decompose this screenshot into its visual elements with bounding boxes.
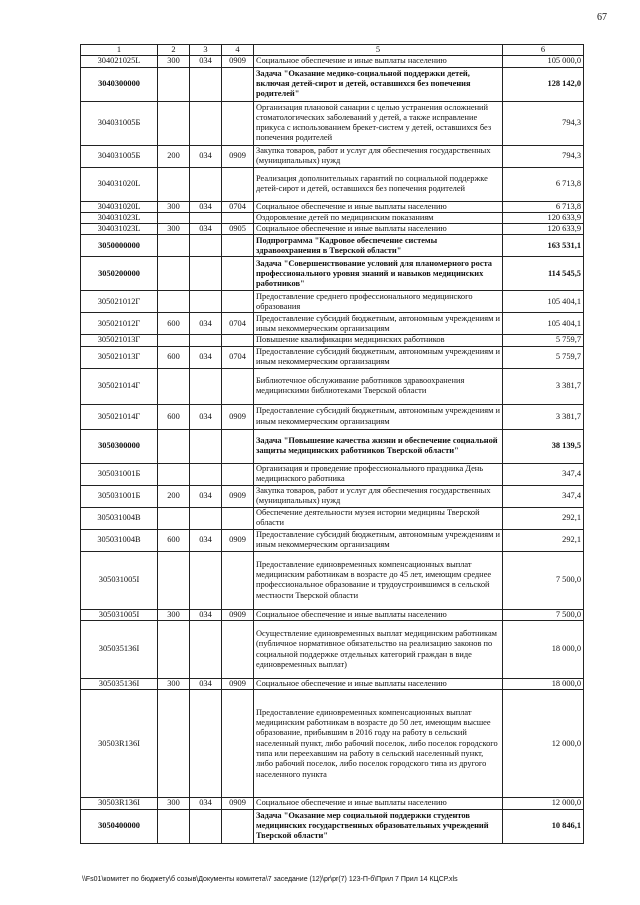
col4-cell bbox=[222, 809, 254, 843]
table-row bbox=[81, 346, 584, 368]
code-cell: 305021013Г bbox=[81, 335, 158, 346]
description-cell: Предоставление субсидий бюджетным, автономным учреждениям и иным некоммерческим организациям bbox=[254, 404, 503, 429]
description-cell: Закупка товаров, работ и услуг для обеспечения государственных (муниципальных) нужд bbox=[254, 145, 503, 167]
amount-cell: 347,4 bbox=[503, 463, 584, 485]
col4-cell bbox=[222, 463, 254, 485]
col2-cell: 600 bbox=[158, 346, 190, 368]
col2-cell: 300 bbox=[158, 224, 190, 235]
description-cell: Обеспечение деятельности музея истории медицины Тверской области bbox=[254, 507, 503, 529]
header-col-2: 2 bbox=[158, 45, 190, 56]
table-body bbox=[81, 56, 584, 843]
col4-cell: 0909 bbox=[222, 679, 254, 690]
col4-cell: 0909 bbox=[222, 529, 254, 551]
code-cell: 305031004В bbox=[81, 507, 158, 529]
description-cell: Повышение квалификации медицинских работников bbox=[254, 335, 503, 346]
col2-cell: 300 bbox=[158, 56, 190, 67]
col3-cell bbox=[190, 335, 222, 346]
amount-cell: 3 381,7 bbox=[503, 368, 584, 404]
description-cell: Подпрограмма "Кадровое обеспечение системы здравоохранения в Тверской области" bbox=[254, 235, 503, 257]
table-row bbox=[81, 224, 584, 235]
amount-cell: 105 404,1 bbox=[503, 313, 584, 335]
col2-cell bbox=[158, 101, 190, 145]
col3-cell bbox=[190, 507, 222, 529]
code-cell: 305035136I bbox=[81, 621, 158, 679]
amount-cell: 163 531,1 bbox=[503, 235, 584, 257]
col4-cell bbox=[222, 257, 254, 291]
col4-cell bbox=[222, 551, 254, 609]
col4-cell bbox=[222, 67, 254, 101]
col4-cell: 0909 bbox=[222, 798, 254, 809]
code-cell: 304031020L bbox=[81, 167, 158, 201]
description-cell: Социальное обеспечение и иные выплаты населению bbox=[254, 224, 503, 235]
code-cell: 305031001Б bbox=[81, 463, 158, 485]
amount-cell: 128 142,0 bbox=[503, 67, 584, 101]
col4-cell bbox=[222, 621, 254, 679]
code-cell: 305021014Г bbox=[81, 404, 158, 429]
code-cell: 304031005Б bbox=[81, 101, 158, 145]
col3-cell bbox=[190, 101, 222, 145]
amount-cell: 120 633,9 bbox=[503, 224, 584, 235]
col4-cell: 0704 bbox=[222, 201, 254, 212]
code-cell: 305031005I bbox=[81, 551, 158, 609]
code-cell: 304031020L bbox=[81, 201, 158, 212]
amount-cell: 10 846,1 bbox=[503, 809, 584, 843]
amount-cell: 6 713,8 bbox=[503, 167, 584, 201]
code-cell: 305021012Г bbox=[81, 313, 158, 335]
code-cell: 304031023L bbox=[81, 224, 158, 235]
col2-cell bbox=[158, 690, 190, 798]
col2-cell: 600 bbox=[158, 529, 190, 551]
col3-cell: 034 bbox=[190, 145, 222, 167]
col2-cell bbox=[158, 291, 190, 313]
amount-cell: 6 713,8 bbox=[503, 201, 584, 212]
code-cell: 304031005Б bbox=[81, 145, 158, 167]
table-row bbox=[81, 690, 584, 798]
col3-cell: 034 bbox=[190, 224, 222, 235]
amount-cell: 105 000,0 bbox=[503, 56, 584, 67]
col4-cell bbox=[222, 335, 254, 346]
amount-cell: 120 633,9 bbox=[503, 212, 584, 223]
code-cell: 305035136I bbox=[81, 679, 158, 690]
col4-cell: 0909 bbox=[222, 404, 254, 429]
code-cell: 305031001Б bbox=[81, 485, 158, 507]
table-row bbox=[81, 463, 584, 485]
description-cell: Оздоровление детей по медицинским показаниям bbox=[254, 212, 503, 223]
table-row bbox=[81, 167, 584, 201]
description-cell: Предоставление единовременных компенсационных выплат медицинским работникам в возрасте до 45 лет, имеющим среднее профессиональное образование и трудоустроившимся в сельской местности Тверской области bbox=[254, 551, 503, 609]
table-header-row bbox=[81, 45, 584, 56]
col2-cell bbox=[158, 368, 190, 404]
amount-cell: 794,3 bbox=[503, 145, 584, 167]
table-row bbox=[81, 404, 584, 429]
table-row bbox=[81, 335, 584, 346]
col2-cell: 300 bbox=[158, 201, 190, 212]
amount-cell: 18 000,0 bbox=[503, 621, 584, 679]
col2-cell bbox=[158, 257, 190, 291]
amount-cell: 114 545,5 bbox=[503, 257, 584, 291]
table-row bbox=[81, 101, 584, 145]
amount-cell: 7 500,0 bbox=[503, 609, 584, 620]
budget-table-wrapper bbox=[80, 44, 583, 844]
col2-cell bbox=[158, 551, 190, 609]
col2-cell bbox=[158, 167, 190, 201]
table-row bbox=[81, 798, 584, 809]
description-cell: Социальное обеспечение и иные выплаты населению bbox=[254, 609, 503, 620]
col2-cell: 200 bbox=[158, 145, 190, 167]
col2-cell: 300 bbox=[158, 679, 190, 690]
col4-cell bbox=[222, 212, 254, 223]
col2-cell bbox=[158, 507, 190, 529]
description-cell: Организация и проведение профессионального праздника День медицинского работника bbox=[254, 463, 503, 485]
table-row bbox=[81, 56, 584, 67]
description-cell: Социальное обеспечение и иные выплаты населению bbox=[254, 201, 503, 212]
col2-cell: 600 bbox=[158, 313, 190, 335]
col3-cell: 034 bbox=[190, 609, 222, 620]
col2-cell bbox=[158, 212, 190, 223]
col3-cell bbox=[190, 257, 222, 291]
table-row bbox=[81, 145, 584, 167]
col4-cell bbox=[222, 235, 254, 257]
col3-cell bbox=[190, 167, 222, 201]
code-cell: 30503R136I bbox=[81, 690, 158, 798]
table-row bbox=[81, 529, 584, 551]
col3-cell bbox=[190, 809, 222, 843]
col4-cell: 0909 bbox=[222, 485, 254, 507]
description-cell: Социальное обеспечение и иные выплаты населению bbox=[254, 56, 503, 67]
col3-cell: 034 bbox=[190, 679, 222, 690]
col4-cell bbox=[222, 291, 254, 313]
table-row bbox=[81, 257, 584, 291]
col3-cell bbox=[190, 235, 222, 257]
amount-cell: 347,4 bbox=[503, 485, 584, 507]
col3-cell: 034 bbox=[190, 529, 222, 551]
col3-cell bbox=[190, 690, 222, 798]
col2-cell bbox=[158, 463, 190, 485]
col2-cell: 600 bbox=[158, 404, 190, 429]
amount-cell: 12 000,0 bbox=[503, 798, 584, 809]
description-cell: Организация плановой санации с целью устранения осложнений стоматологических заболеваний у детей, а также исправление прикуса с использованием брекет-систем у детей, оставшихся без попечения родителей bbox=[254, 101, 503, 145]
col4-cell: 0909 bbox=[222, 56, 254, 67]
description-cell: Социальное обеспечение и иные выплаты населению bbox=[254, 679, 503, 690]
table-row bbox=[81, 212, 584, 223]
description-cell: Предоставление среднего профессионального медицинского образования bbox=[254, 291, 503, 313]
col2-cell bbox=[158, 621, 190, 679]
table-row bbox=[81, 809, 584, 843]
col4-cell bbox=[222, 167, 254, 201]
code-cell: 3050200000 bbox=[81, 257, 158, 291]
col4-cell bbox=[222, 368, 254, 404]
amount-cell: 105 404,1 bbox=[503, 291, 584, 313]
header-col-4: 4 bbox=[222, 45, 254, 56]
description-cell: Задача "Оказание мер социальной поддержки студентов медицинских государственных образовательных учреждений Тверской области" bbox=[254, 809, 503, 843]
header-col-3: 3 bbox=[190, 45, 222, 56]
col2-cell bbox=[158, 429, 190, 463]
table-row bbox=[81, 235, 584, 257]
table-row bbox=[81, 429, 584, 463]
amount-cell: 18 000,0 bbox=[503, 679, 584, 690]
description-cell: Закупка товаров, работ и услуг для обеспечения государственных (муниципальных) нужд bbox=[254, 485, 503, 507]
col3-cell bbox=[190, 429, 222, 463]
col3-cell bbox=[190, 212, 222, 223]
col4-cell bbox=[222, 101, 254, 145]
col2-cell bbox=[158, 335, 190, 346]
col3-cell: 034 bbox=[190, 404, 222, 429]
code-cell: 305021013Г bbox=[81, 346, 158, 368]
col2-cell: 300 bbox=[158, 609, 190, 620]
col4-cell: 0704 bbox=[222, 346, 254, 368]
col4-cell: 0704 bbox=[222, 313, 254, 335]
description-cell: Задача "Оказание медико-социальной поддержки детей, включая детей-сирот и детей, оставшихся без попечения родителей" bbox=[254, 67, 503, 101]
table-row bbox=[81, 679, 584, 690]
col3-cell: 034 bbox=[190, 56, 222, 67]
col3-cell: 034 bbox=[190, 798, 222, 809]
page-number: 67 bbox=[597, 12, 607, 23]
description-cell: Предоставление единовременных компенсационных выплат медицинским работникам в возрасте до 50 лет, имеющим высшее образование, прибывшим в 2016 году на работу в сельский населенный пункт, либо рабочий поселок, либо поселок городского типа или переехавшим на работу в сельский населенный пункт, либо рабочий поселок, либо поселок городского типа из другого населенного пункта bbox=[254, 690, 503, 798]
code-cell: 30503R136I bbox=[81, 798, 158, 809]
table-row bbox=[81, 67, 584, 101]
code-cell: 3040300000 bbox=[81, 67, 158, 101]
amount-cell: 794,3 bbox=[503, 101, 584, 145]
col3-cell bbox=[190, 463, 222, 485]
description-cell: Предоставление субсидий бюджетным, автономным учреждениям и иным некоммерческим организациям bbox=[254, 346, 503, 368]
col4-cell bbox=[222, 690, 254, 798]
col4-cell: 0909 bbox=[222, 145, 254, 167]
table-row bbox=[81, 313, 584, 335]
description-cell: Социальное обеспечение и иные выплаты населению bbox=[254, 798, 503, 809]
code-cell: 3050400000 bbox=[81, 809, 158, 843]
description-cell: Библиотечное обслуживание работников здравоохранения медицинскими библиотеками Тверской области bbox=[254, 368, 503, 404]
description-cell: Задача "Повышение качества жизни и обеспечение социальной защиты медицинских работников Тверской области" bbox=[254, 429, 503, 463]
col3-cell: 034 bbox=[190, 346, 222, 368]
amount-cell: 12 000,0 bbox=[503, 690, 584, 798]
col3-cell bbox=[190, 291, 222, 313]
table-row bbox=[81, 551, 584, 609]
code-cell: 3050300000 bbox=[81, 429, 158, 463]
col3-cell: 034 bbox=[190, 485, 222, 507]
code-cell: 305021012Г bbox=[81, 291, 158, 313]
table-row bbox=[81, 485, 584, 507]
col4-cell: 0905 bbox=[222, 224, 254, 235]
code-cell: 3050000000 bbox=[81, 235, 158, 257]
header-col-1: 1 bbox=[81, 45, 158, 56]
col2-cell: 200 bbox=[158, 485, 190, 507]
col3-cell bbox=[190, 368, 222, 404]
amount-cell: 3 381,7 bbox=[503, 404, 584, 429]
amount-cell: 5 759,7 bbox=[503, 346, 584, 368]
table-row bbox=[81, 368, 584, 404]
code-cell: 305021014Г bbox=[81, 368, 158, 404]
code-cell: 304021025L bbox=[81, 56, 158, 67]
table-row bbox=[81, 291, 584, 313]
code-cell: 305031004В bbox=[81, 529, 158, 551]
col2-cell bbox=[158, 809, 190, 843]
col4-cell: 0909 bbox=[222, 609, 254, 620]
amount-cell: 292,1 bbox=[503, 507, 584, 529]
col3-cell: 034 bbox=[190, 201, 222, 212]
col2-cell bbox=[158, 235, 190, 257]
budget-table bbox=[80, 44, 584, 844]
col3-cell bbox=[190, 67, 222, 101]
amount-cell: 7 500,0 bbox=[503, 551, 584, 609]
description-cell: Предоставление субсидий бюджетным, автономным учреждениям и иным некоммерческим организациям bbox=[254, 313, 503, 335]
col4-cell bbox=[222, 429, 254, 463]
code-cell: 305031005I bbox=[81, 609, 158, 620]
col2-cell bbox=[158, 67, 190, 101]
header-col-5: 5 bbox=[254, 45, 503, 56]
amount-cell: 38 139,5 bbox=[503, 429, 584, 463]
footer-file-path: \\Fs01\комитет по бюджету\б созыв\Документы комитета\7 заседание (12)\pr\pr(7) 123-П-б\Прил 7 Прил 14 КЦСР.xls bbox=[82, 876, 458, 883]
description-cell: Предоставление субсидий бюджетным, автономным учреждениям и иным некоммерческим организациям bbox=[254, 529, 503, 551]
table-row bbox=[81, 621, 584, 679]
col3-cell: 034 bbox=[190, 313, 222, 335]
code-cell: 304031023L bbox=[81, 212, 158, 223]
col2-cell: 300 bbox=[158, 798, 190, 809]
col4-cell bbox=[222, 507, 254, 529]
description-cell: Реализация дополнительных гарантий по социальной поддержке детей-сирот и детей, оставшихся без попечения родителей bbox=[254, 167, 503, 201]
header-col-6: 6 bbox=[503, 45, 584, 56]
amount-cell: 5 759,7 bbox=[503, 335, 584, 346]
col3-cell bbox=[190, 621, 222, 679]
table-row bbox=[81, 201, 584, 212]
col3-cell bbox=[190, 551, 222, 609]
description-cell: Осуществление единовременных выплат медицинским работникам (публичное нормативное обязательство на реализацию законов по социальной поддержке отдельных категорий граждан в виде единовременных выплат) bbox=[254, 621, 503, 679]
amount-cell: 292,1 bbox=[503, 529, 584, 551]
description-cell: Задача "Совершенствование условий для планомерного роста профессионального уровня знаний и навыков медицинских работников" bbox=[254, 257, 503, 291]
table-row bbox=[81, 609, 584, 620]
table-row bbox=[81, 507, 584, 529]
